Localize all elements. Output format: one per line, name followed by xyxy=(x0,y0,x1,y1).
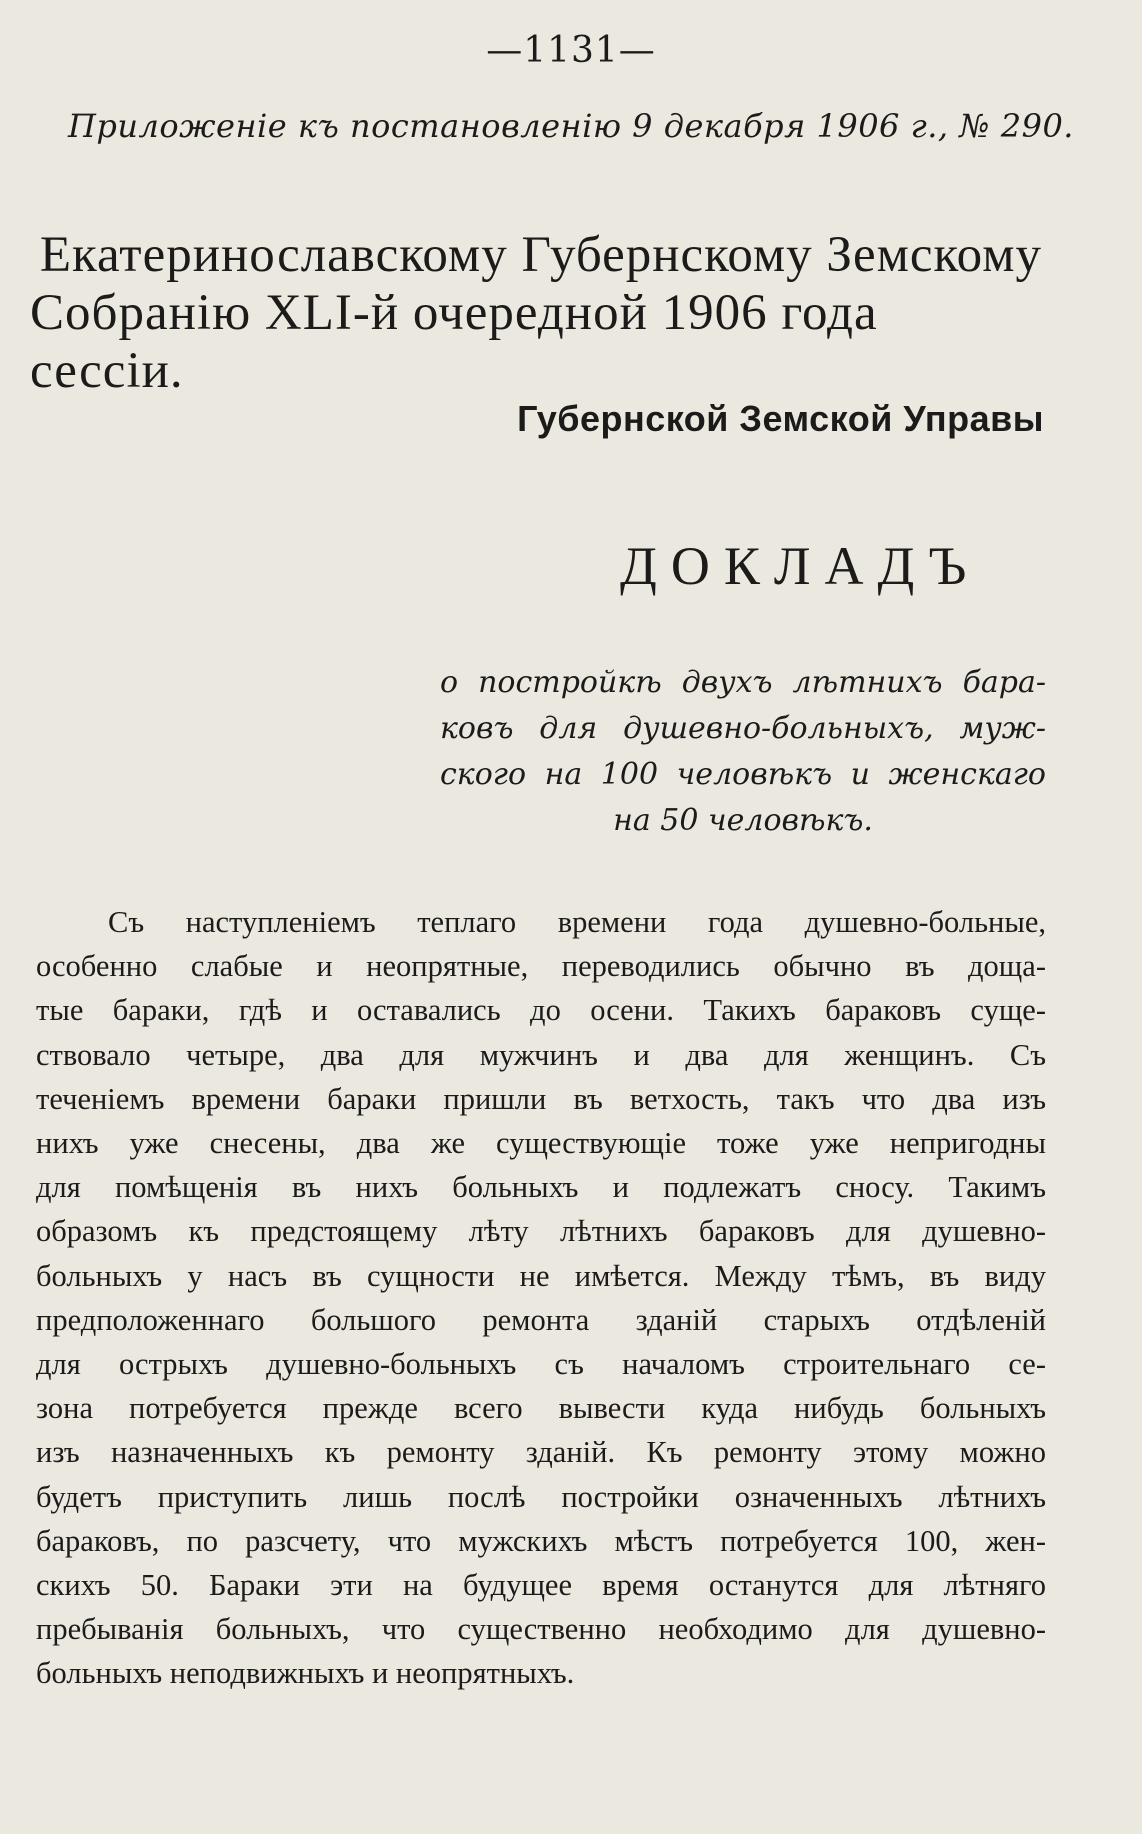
report-title: ДОКЛАДЪ xyxy=(620,536,981,596)
body-line: ствовало четыре, два для мужчинъ и два для женщинъ. Съ xyxy=(36,1037,1046,1072)
body-line: скихъ 50. Бараки эти на будущее время останутся для лѣтняго xyxy=(36,1568,1046,1603)
body-line: теченiемъ времени бараки пришли въ ветхость, такъ что два изъ xyxy=(36,1081,1046,1116)
body-line: тые бараки, гдѣ и оставались до осени. Такихъ бараковъ суще- xyxy=(36,993,1046,1028)
body-paragraph xyxy=(36,900,1046,1696)
issuer-heading: Губернской Земской Управы xyxy=(517,398,1044,439)
subject-line: на 50 человѣкъ. xyxy=(613,803,873,838)
body-line: зона потребуется прежде всего вывести куда нибудь больныхъ xyxy=(36,1391,1046,1426)
body-line: пребыванiя больныхъ, что существенно необходимо для душевно- xyxy=(36,1612,1046,1647)
subject-line: ковъ для душевно-больныхъ, муж- xyxy=(440,711,1046,746)
body-line: для помѣщенiя въ нихъ больныхъ и подлежатъ сносу. Такимъ xyxy=(36,1170,1046,1205)
body-line: для острыхъ душевно-больныхъ съ началомъ строительнаго се- xyxy=(36,1347,1046,1382)
body-line: больныхъ у насъ въ сущности не имѣется. Между тѣмъ, въ виду xyxy=(36,1258,1046,1293)
subject-line: о постройкѣ двухъ лѣтнихъ бара- xyxy=(440,665,1046,700)
body-line: изъ назначенныхъ къ ремонту зданiй. Къ ремонту этому можно xyxy=(36,1435,1046,1470)
report-subject xyxy=(440,660,1046,844)
heading-line-1: Екатеринославскому Губернскому Земскому xyxy=(39,227,1042,283)
appendix-reference: Приложенiе къ постановленiю 9 декабря 1906 г., № 290. xyxy=(68,107,1074,145)
subject-line: ского на 100 человѣкъ и женскаго xyxy=(440,757,1046,792)
document-heading xyxy=(30,226,1042,400)
page-number: —1131— xyxy=(486,30,656,71)
body-line: бараковъ, по разсчету, что мужскихъ мѣстъ потребуется 100, жен- xyxy=(36,1523,1046,1558)
body-line: нихъ уже снесены, два же существующiе тоже уже непригодны xyxy=(36,1126,1046,1161)
body-line: Съ наступленiемъ теплаго времени года душевно-больные, xyxy=(108,905,1046,939)
body-line: больныхъ неподвижныхъ и неопрятныхъ. xyxy=(36,1656,575,1691)
body-line: будетъ приступить лишь послѣ постройки означенныхъ лѣтнихъ xyxy=(36,1479,1046,1514)
body-line: особенно слабые и неопрятные, переводились обычно въ доща- xyxy=(36,949,1046,984)
body-line: образомъ къ предстоящему лѣту лѣтнихъ бараковъ для душевно- xyxy=(36,1214,1046,1249)
body-line: предположеннаго большого ремонта зданiй старыхъ отдѣленiй xyxy=(36,1302,1046,1337)
heading-line-2: Собранiю XLI-й очередной 1906 года сессiи. xyxy=(30,285,878,399)
